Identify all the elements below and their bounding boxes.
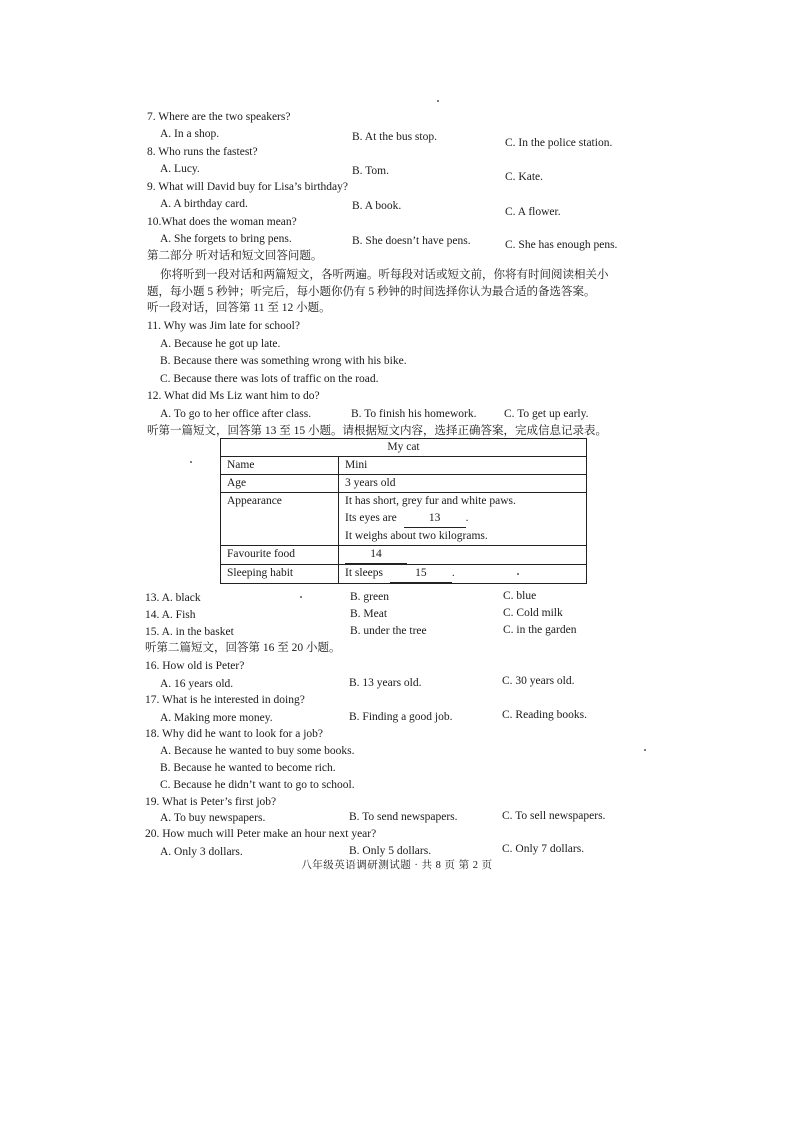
option-a: 13. A. black: [145, 592, 201, 604]
option-a: A. A birthday card.: [160, 198, 248, 210]
option-c: C. in the garden: [503, 624, 577, 636]
option-b: B. green: [350, 591, 389, 603]
scan-speck: [437, 100, 439, 102]
option-b: B. Because he wanted to become rich.: [160, 762, 336, 774]
option-a: A. To go to her office after class.: [160, 408, 312, 420]
option-b: B. To send newspapers.: [349, 811, 458, 823]
appearance-line3: It weighs about two kilograms.: [345, 530, 488, 542]
part2-instructions-line1: 你将听到一段对话和两篇短文，各听两遍。听每段对话或短文前，你将有时间阅读相关小: [160, 269, 609, 281]
option-a: A. Making more money.: [160, 712, 273, 724]
part2-instructions-line2: 题，每小题 5 秒钟；听完后，每小题你仍有 5 秒钟的时间选择你认为最合适的备选答案。: [147, 286, 596, 298]
option-c: C. Cold milk: [503, 607, 563, 619]
question-text: 18. Why did he want to look for a job?: [145, 728, 324, 740]
question-text: 20. How much will Peter make an hour next year?: [145, 828, 377, 840]
appearance-line2: Its eyes are 13 .: [345, 510, 586, 528]
food-label: Favourite food: [221, 546, 339, 565]
option-b: B. At the bus stop.: [352, 131, 437, 143]
option-a: A. She forgets to bring pens.: [160, 233, 292, 245]
option-a: A. Because he got up late.: [160, 338, 281, 350]
option-b: B. A book.: [352, 200, 402, 212]
option-b: B. She doesn’t have pens.: [352, 235, 471, 247]
question-text: 9. What will David buy for Lisa’s birthday?: [147, 181, 348, 193]
option-c: C. To get up early.: [504, 408, 589, 420]
option-a: A. In a shop.: [160, 128, 220, 140]
option-a: 14. A. Fish: [145, 609, 196, 621]
scan-speck: [300, 596, 302, 598]
option-b: B. Tom.: [352, 165, 390, 177]
option-c: C. In the police station.: [505, 137, 613, 149]
blank-15: 15: [390, 565, 452, 583]
page-footer: 八年级英语调研测试题 · 共 8 页 第 2 页: [301, 860, 493, 871]
appearance-line1: It has short, grey fur and white paws.: [345, 495, 516, 507]
scan-speck: [190, 461, 192, 463]
option-c: C. 30 years old.: [502, 675, 575, 687]
age-value: 3 years old: [339, 475, 587, 493]
option-a: 15. A. in the basket: [145, 626, 234, 638]
option-c: C. blue: [503, 590, 537, 602]
question-text: 11. Why was Jim late for school?: [147, 320, 300, 332]
table-title: My cat: [221, 439, 587, 457]
blank-14: 14: [345, 546, 407, 564]
question-text: 8. Who runs the fastest?: [147, 146, 258, 158]
question-text: 16. How old is Peter?: [145, 660, 245, 672]
question-text: 10.What does the woman mean?: [147, 216, 297, 228]
appearance-label: Appearance: [221, 493, 339, 546]
scan-speck: [644, 749, 646, 751]
age-label: Age: [221, 475, 339, 493]
sleep-text: It sleeps: [345, 567, 384, 579]
option-b: B. Because there was something wrong with his bike.: [160, 355, 407, 367]
appearance-line2-text: Its eyes are: [345, 512, 397, 524]
name-value: Mini: [339, 457, 587, 475]
option-a: A. 16 years old.: [160, 678, 234, 690]
sleep-label: Sleeping habit: [221, 565, 339, 584]
option-c: C. Only 7 dollars.: [502, 843, 585, 855]
option-a: A. To buy newspapers.: [160, 812, 266, 824]
part2-heading: 第二部分 听对话和短文回答问题。: [147, 250, 323, 262]
option-b: B. under the tree: [350, 625, 427, 637]
blank-13: 13: [404, 510, 466, 528]
appearance-value: [339, 493, 587, 546]
option-c: C. To sell newspapers.: [502, 810, 606, 822]
option-b: B. Finding a good job.: [349, 711, 453, 723]
option-a: A. Only 3 dollars.: [160, 846, 243, 858]
option-c: C. Because he didn’t want to go to school.: [160, 779, 355, 791]
option-b: B. Meat: [350, 608, 388, 620]
question-text: 7. Where are the two speakers?: [147, 111, 291, 123]
passage1-intro: 听第一篇短文，回答第 13 至 15 小题。请根据短文内容，选择正确答案，完成信息记录表。: [147, 425, 607, 437]
option-c: C. A flower.: [505, 206, 561, 218]
option-b: B. Only 5 dollars.: [349, 845, 432, 857]
food-value: [339, 546, 587, 565]
sleep-value: It sleeps 15 .: [339, 565, 587, 584]
name-label: Name: [221, 457, 339, 475]
question-text: 19. What is Peter’s first job?: [145, 796, 277, 808]
option-c: C. Kate.: [505, 171, 544, 183]
question-text: 17. What is he interested in doing?: [145, 694, 305, 706]
option-c: C. She has enough pens.: [505, 239, 618, 251]
passage2-intro: 听第二篇短文，回答第 16 至 20 小题。: [145, 642, 341, 654]
cat-info-table: [220, 438, 587, 584]
option-b: B. 13 years old.: [349, 677, 422, 689]
scan-speck: [517, 573, 519, 575]
question-text: 12. What did Ms Liz want him to do?: [147, 390, 320, 402]
dialogue-intro: 听一段对话，回答第 11 至 12 小题。: [147, 302, 331, 314]
option-b: B. To finish his homework.: [351, 408, 477, 420]
option-c: C. Reading books.: [502, 709, 587, 721]
option-a: A. Because he wanted to buy some books.: [160, 745, 355, 757]
option-c: C. Because there was lots of traffic on the road.: [160, 373, 379, 385]
option-a: A. Lucy.: [160, 163, 200, 175]
